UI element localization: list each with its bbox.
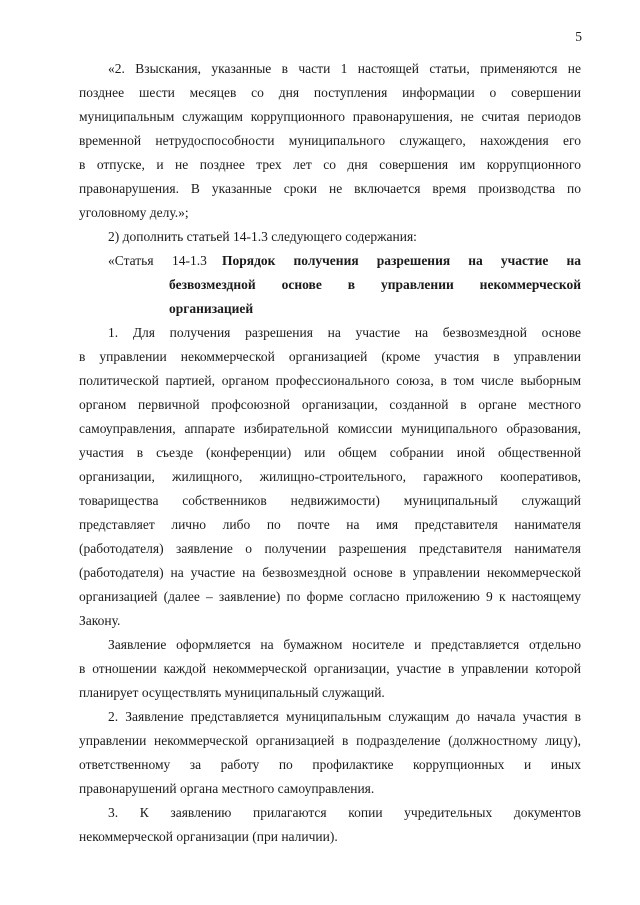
text-line: 2) дополнить статьей 14-1.3 следующего содержания:	[108, 229, 417, 244]
text-line: (работодателя) на участие на безвозмездной основе в управлении некоммерческой	[79, 565, 581, 580]
text-line: самоуправления, аппарате избирательной комиссии муниципального образования,	[79, 421, 581, 436]
text-line: временной нетрудоспособности муниципального служащего, нахождения его	[79, 133, 581, 148]
text-line: правонарушений органа местного самоуправления.	[79, 781, 375, 796]
text-line: в отношении каждой некоммерческой организации, участие в управлении которой	[79, 661, 581, 676]
article-number: 14-1.3	[172, 253, 207, 268]
text-line: политической партией, органом профессионального союза, в том числе выборным	[79, 373, 581, 388]
text-line: управлении некоммерческой организацией в подразделение (должностному лицу),	[79, 733, 581, 748]
article-label: «Статья	[108, 253, 154, 268]
text-line: 3. К заявлению прилагаются копии учредительных документов	[108, 805, 581, 820]
text-line: организацией	[169, 301, 254, 316]
text-line: организации, жилищного, жилищно-строительного, гаражного кооперативов,	[79, 469, 581, 484]
text-line: Заявление оформляется на бумажном носителе и представляется отдельно	[108, 637, 581, 652]
text-line: уголовному делу.»;	[79, 205, 189, 220]
text-line: представляет лично либо по почте на имя представителя нанимателя	[79, 517, 581, 532]
text-line: 2. Заявление представляется муниципальным служащим до начала участия в	[108, 709, 581, 724]
text-line: в управлении некоммерческой организацией (кроме участия в управлении	[79, 349, 581, 364]
article-title-line-1: Порядок получения разрешения на участие на	[222, 253, 581, 268]
page-number: 5	[575, 29, 582, 44]
text-line: (работодателя) заявление о получении разрешения представителя нанимателя	[79, 541, 581, 556]
text-line: планирует осуществлять муниципальный служащий.	[79, 685, 385, 700]
article-title-line-2: безвозмездной основе в управлении некоммерческой	[169, 277, 581, 292]
text-line: Закону.	[79, 613, 121, 628]
text-line: организацией (далее – заявление) по форме согласно приложению 9 к настоящему	[79, 589, 581, 604]
text-line: муниципальным служащим коррупционного правонарушения, не считая периодов	[79, 109, 581, 124]
text-line: позднее шести месяцев со дня поступления информации о совершении	[79, 85, 581, 100]
text-line: товарищества собственников недвижимости) муниципальный служащий	[79, 493, 581, 508]
text-line: правонарушения. В указанные сроки не включается время производства по	[79, 181, 581, 196]
text-line: некоммерческой организации (при наличии).	[79, 829, 338, 844]
text-line: ответственному за работу по профилактике коррупционных и иных	[79, 757, 581, 772]
text-line: 1. Для получения разрешения на участие на безвозмездной основе	[108, 325, 581, 340]
text-line: «2. Взыскания, указанные в части 1 настоящей статьи, применяются не	[108, 61, 581, 76]
text-line: участия в съезде (конференции) или общем собрании иной общественной	[79, 445, 581, 460]
text-line: органом первичной профсоюзной организации, созданной в органе местного	[79, 397, 581, 412]
text-line: в отпуске, и не позднее трех лет со дня совершения им коррупционного	[79, 157, 581, 172]
